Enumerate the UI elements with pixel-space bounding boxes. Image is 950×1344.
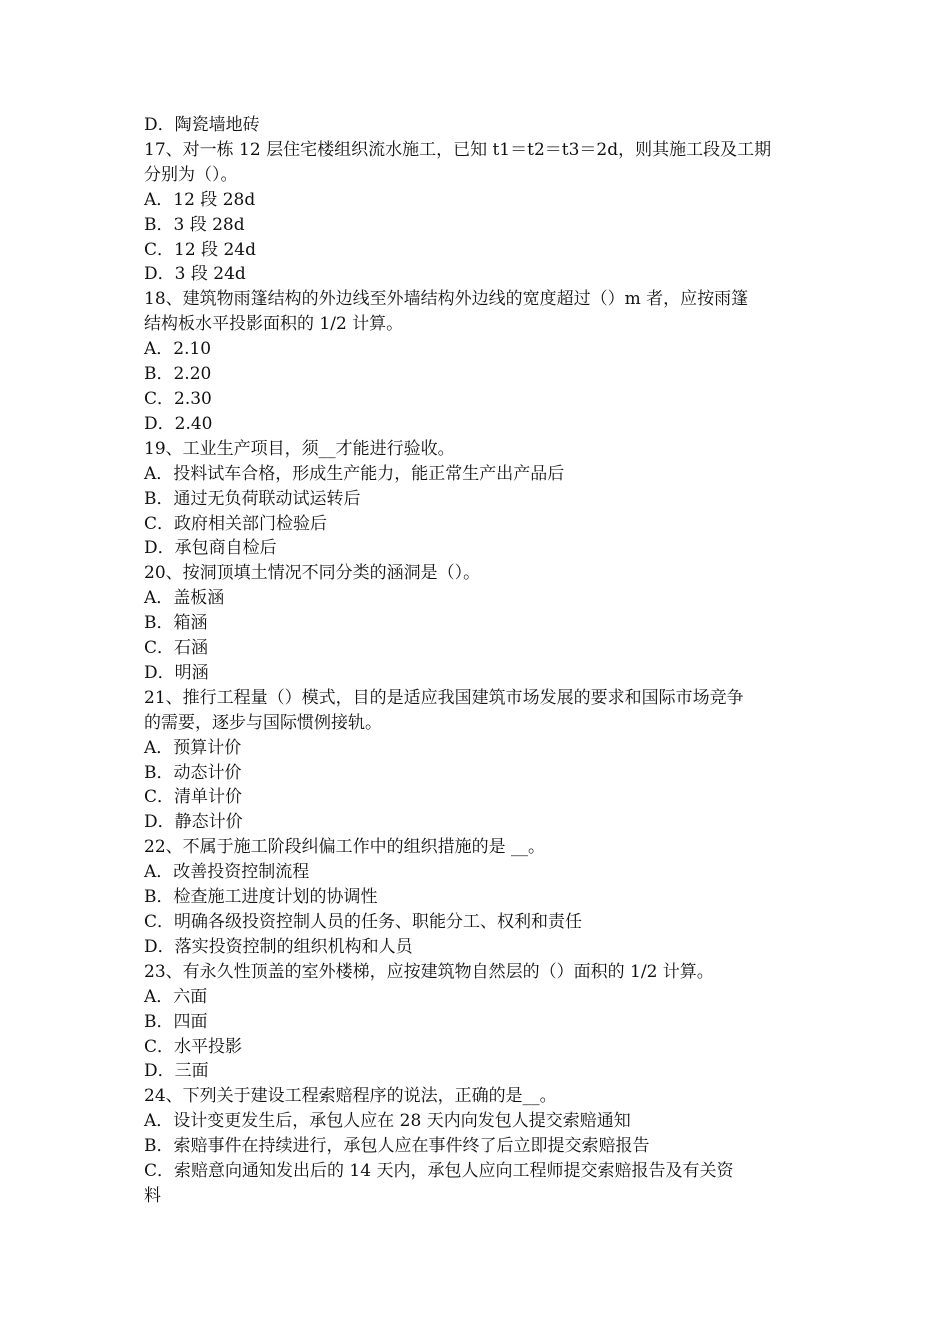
answer-option: B．2.20	[144, 364, 212, 385]
answer-option: C．水平投影	[144, 1036, 243, 1057]
question-20-text: 20、按洞顶填土情况不同分类的涵洞是（）。	[144, 563, 481, 584]
question-21-text: 21、推行工程量（）模式，目的是适应我国建筑市场发展的要求和国际市场竞争	[144, 687, 744, 708]
question-18-text-cont: 结构板水平投影面积的 1/2 计算。	[144, 314, 404, 335]
question-17-text: 17、对一栋 12 层住宅楼组织流水施工，已知 t1＝t2＝t3＝2d，则其施工段及工期	[144, 139, 772, 160]
answer-option: D．明涵	[144, 662, 209, 683]
answer-option: B．检查施工进度计划的协调性	[144, 887, 378, 908]
question-17-text-cont: 分别为（）。	[144, 164, 238, 185]
answer-option: C．清单计价	[144, 787, 243, 808]
answer-option: C．石涵	[144, 638, 209, 659]
answer-option: D．三面	[144, 1061, 209, 1082]
answer-option: B．通过无负荷联动试运转后	[144, 488, 361, 509]
answer-option: B．3 段 28d	[144, 214, 245, 235]
answer-option: C．明确各级投资控制人员的任务、职能分工、权利和责任	[144, 912, 583, 932]
question-24-text: 24、下列关于建设工程索赔程序的说法，正确的是__。	[144, 1086, 557, 1107]
question-23-text: 23、有永久性顶盖的室外楼梯，应按建筑物自然层的（）面积的 1/2 计算。	[144, 961, 714, 982]
answer-option: A．预算计价	[144, 737, 242, 758]
answer-option: B．索赔事件在持续进行，承包人应在事件终了后立即提交索赔报告	[144, 1136, 650, 1157]
answer-option: C．政府相关部门检验后	[144, 513, 328, 534]
document-page	[144, 113, 814, 1209]
answer-option: A．投料试车合格，形成生产能力，能正常生产出产品后	[144, 463, 565, 484]
answer-option: D．3 段 24d	[144, 264, 246, 285]
question-18-text: 18、建筑物雨篷结构的外边线至外墙结构外边线的宽度超过（）m 者，应按雨篷	[144, 289, 749, 310]
question-21-text-cont: 的需要，逐步与国际惯例接轨。	[144, 712, 382, 733]
answer-option: D．静态计价	[144, 812, 243, 833]
answer-option: B．四面	[144, 1011, 208, 1032]
answer-option: A．设计变更发生后，承包人应在 28 天内向发包人提交索赔通知	[144, 1111, 631, 1132]
answer-option: C．2.30	[144, 388, 212, 409]
answer-option: D．落实投资控制的组织机构和人员	[144, 936, 413, 957]
answer-option: B．动态计价	[144, 762, 242, 783]
answer-option: A．改善投资控制流程	[144, 862, 310, 883]
answer-option: A．12 段 28d	[144, 189, 256, 210]
question-19-text: 19、工业生产项目，须__才能进行验收。	[144, 438, 455, 459]
question-22-text: 22、不属于施工阶段纠偏工作中的组织措施的是 __。	[144, 837, 546, 858]
answer-option: D．2.40	[144, 413, 213, 434]
answer-option: A．2.10	[144, 339, 212, 360]
answer-option: C．索赔意向通知发出后的 14 天内，承包人应向工程师提交索赔报告及有关资	[144, 1161, 734, 1182]
answer-option: D．承包商自检后	[144, 538, 277, 559]
answer-option: A．盖板涵	[144, 588, 225, 609]
answer-option: D．陶瓷墙地砖	[144, 115, 260, 135]
answer-option: B．箱涵	[144, 613, 208, 634]
answer-option: A．六面	[144, 986, 208, 1007]
answer-option: C．12 段 24d	[144, 239, 256, 260]
answer-option-cont: 料	[144, 1185, 161, 1206]
